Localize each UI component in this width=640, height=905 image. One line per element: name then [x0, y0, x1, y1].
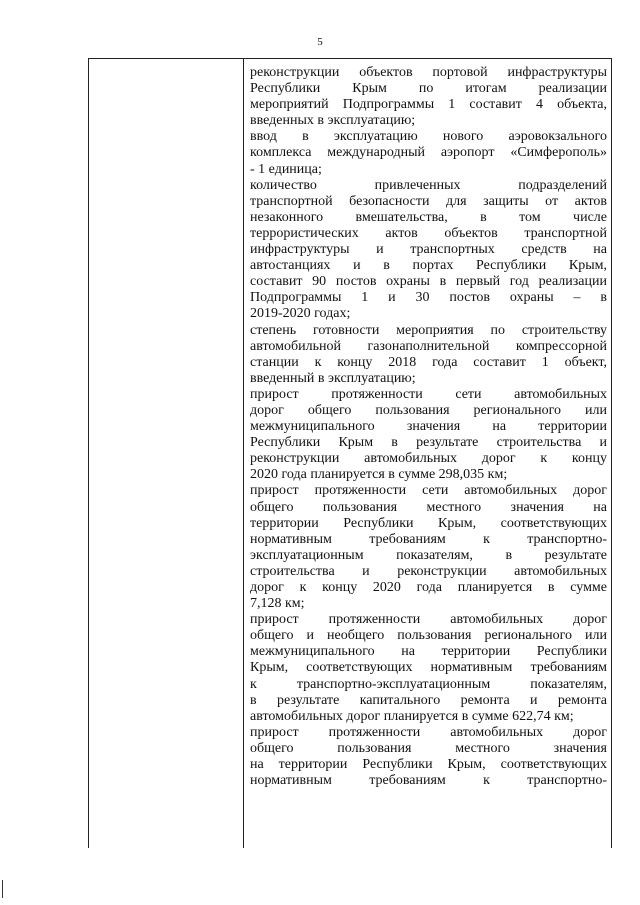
text-line: степень готовности мероприятия по строительству — [250, 322, 607, 338]
text-line: 7,128 км; — [250, 596, 305, 612]
text-line: 2020 года планируется в сумме 298,035 км; — [250, 467, 508, 483]
text-line: общего пользования местного значения — [250, 740, 607, 756]
text-line: к транспортно-эксплуатационным показателям, — [250, 676, 607, 692]
text-line: общего пользования местного значения на — [250, 499, 607, 515]
text-line: реконструкции объектов портовой инфраструктуры — [250, 65, 607, 80]
text-line: Республики Крым по итогам реализации — [250, 81, 607, 97]
text-line: автостанциях и в портах Республики Крым, — [250, 258, 607, 274]
text-line: комплекса международный аэропорт «Симферополь» — [250, 145, 607, 161]
text-line: межмуниципального значения на территории — [250, 419, 607, 435]
text-line: строительства и реконструкции автомобильных — [250, 563, 607, 579]
text-line: ввод в эксплуатацию нового аэровокзального — [250, 129, 607, 145]
text-line: реконструкции автомобильных дорог к концу — [250, 451, 607, 467]
text-line: незаконного вмешательства, в том числе — [250, 209, 607, 225]
text-line: эксплуатационным показателям, в результате — [250, 547, 607, 563]
text-line: - 1 единица; — [250, 161, 322, 177]
text-line: общего и необщего пользования регионального или — [250, 628, 607, 644]
text-line: мероприятий Подпрограммы 1 составит 4 объекта, — [250, 97, 607, 113]
text-line: Крым, соответствующих нормативным требованиям — [250, 660, 607, 676]
text-line: введенных в эксплуатацию; — [250, 113, 416, 129]
text-line: Республики Крым в результате строительства и — [250, 435, 607, 451]
text-line: нормативным требованиям к транспортно- — [250, 531, 607, 547]
text-line: дорог к концу 2020 года планируется в сумме — [250, 580, 607, 595]
text-line: Подпрограммы 1 и 30 постов охраны – в — [250, 290, 607, 306]
page-number: 5 — [317, 36, 323, 48]
indicators-text-cell — [250, 65, 607, 789]
text-line: введенный в эксплуатацию; — [250, 370, 416, 386]
scan-mark — [2, 880, 3, 898]
indicator-table — [88, 58, 612, 848]
text-line: прирост протяженности автомобильных дорог — [250, 724, 607, 740]
text-line: автомобильных дорог планируется в сумме 622,74 км; — [250, 708, 574, 724]
text-line: на территории Республики Крым, соответствующих — [250, 757, 607, 773]
column-divider — [243, 59, 244, 848]
text-line: 2019-2020 годах; — [250, 306, 351, 322]
text-line: станции к концу 2018 года составит 1 объект, — [250, 354, 607, 370]
text-line: дорог общего пользования регионального или — [250, 402, 607, 418]
text-line: территории Республики Крым, соответствующих — [250, 515, 607, 531]
text-line: прирост протяженности сети автомобильных дорог — [250, 483, 607, 499]
text-line: транспортной безопасности для защиты от актов — [250, 193, 607, 209]
text-line: прирост протяженности автомобильных дорог — [250, 612, 607, 628]
text-line: автомобильной газонаполнительной компрессорной — [250, 338, 607, 354]
text-line: составит 90 постов охраны в первый год реализации — [250, 274, 607, 290]
text-line: количество привлеченных подразделений — [250, 177, 607, 193]
text-line: прирост протяженности сети автомобильных — [250, 386, 607, 402]
text-line: нормативным требованиям к транспортно- — [250, 773, 607, 789]
text-line: межмуниципального на территории Республики — [250, 644, 607, 660]
text-line: инфраструктуры и транспортных средств на — [250, 242, 607, 258]
text-line: террористических актов объектов транспортной — [250, 225, 607, 241]
text-line: в результате капитального ремонта и ремонта — [250, 692, 607, 708]
